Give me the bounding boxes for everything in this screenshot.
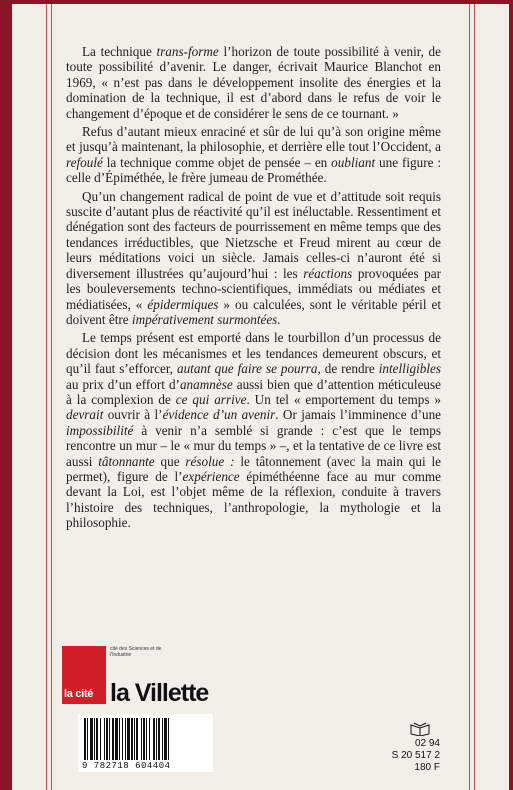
text-segment: épiméthéenne face au mur comme devant la Loi, est l’objet même de la réflexion, conduite à travers l’histoire des techniques, l’anthropologie, la mythologie et la philosophie.	[66, 468, 441, 531]
text-segment: expérience	[182, 468, 240, 484]
barcode-bar	[158, 718, 160, 760]
price-line-1: 02 94	[414, 738, 440, 749]
text-segment: Le temps présent est emporté dans le tourbillon d’un processus de décision dont les mécanismes et les tendances demeurent obscurs, et qu’il faut s’efforcer,	[66, 330, 441, 377]
paragraph-1	[66, 44, 441, 121]
text-segment: épidermiques	[147, 296, 219, 312]
right-margin-rule	[474, 4, 475, 790]
barcode-bar	[134, 718, 135, 760]
text-segment: La technique	[82, 44, 157, 59]
barcode-bar	[115, 718, 118, 760]
text-segment: le tâtonnement (avec la main qui le permet), figure de l’	[66, 453, 441, 484]
left-margin-rule	[46, 4, 47, 790]
barcode-bar	[104, 718, 105, 760]
barcode-bar	[127, 718, 130, 760]
text-segment: oubliant	[331, 154, 376, 170]
logo-lacite-text: la cité	[64, 688, 94, 700]
barcode-bar	[112, 718, 114, 760]
right-margin-rule-inner	[469, 4, 470, 790]
barcode-bar	[87, 718, 88, 760]
barcode-bar	[149, 718, 150, 760]
barcode-bar	[164, 718, 167, 760]
price-block	[368, 738, 440, 774]
barcode-bar	[146, 718, 147, 760]
text-segment: provoquées par les bouleversements techno-scientifiques, immédiats ou médiates et médiatisées, «	[66, 265, 441, 312]
text-segment: » ou calculées, sont le véritable péril et doivent être	[66, 296, 441, 327]
paragraph-4	[66, 330, 441, 530]
barcode-bar	[156, 718, 157, 760]
text-segment: aussi bien que d’attention méticuleuse à la complexion de	[66, 376, 441, 407]
barcode-bar	[125, 718, 126, 760]
barcode-bar	[131, 718, 133, 760]
text-segment: devrait	[66, 407, 104, 423]
book-icon	[410, 722, 430, 736]
barcode-bar	[84, 718, 86, 760]
text-segment: autant que faire se pourra	[176, 361, 318, 377]
price-line-3: 180 F	[414, 762, 440, 773]
text-segment: ce qui arrive	[175, 391, 247, 407]
barcode-bar	[100, 718, 101, 760]
text-segment: une figure : celle d’Épiméthée, le frère jumeau de Prométhée.	[66, 154, 441, 186]
text-segment: évidence d’un avenir	[162, 407, 276, 423]
text-segment: intelligibles	[378, 361, 441, 377]
barcode-bar	[136, 718, 138, 760]
barcode-bar	[143, 718, 145, 760]
barcode-bar	[122, 718, 123, 760]
barcode-bars	[84, 718, 206, 760]
text-segment: ouvrir à l’	[103, 407, 163, 423]
text-segment: trans-forme	[156, 44, 219, 59]
barcode-bar	[106, 718, 108, 760]
text-segment: , de rendre	[317, 361, 379, 377]
text-segment: tâtonnante	[98, 453, 155, 469]
barcode-bar	[90, 718, 93, 760]
paragraph-3	[66, 189, 441, 328]
barcode-bar	[109, 718, 110, 760]
text-segment: au prix d’un effort d’	[66, 376, 180, 392]
text-segment: impérativement surmontées.	[131, 311, 281, 327]
text-segment: Qu’un changement radical de point de vue et d’attitude soit requis suscite d’autant plus de réactivité qu’il est inéluctable. Ressentiment et dénégation sont des facteurs de pourrissement en même temps que des tendances irréductibles, que Nietzsche et Freud mirent au cœur de leurs méditations voici un siècle. Jamais celles-ci n’auront été si diversement illustrées qu’aujourd’hui : les	[66, 188, 441, 281]
left-margin-rule-inner	[51, 4, 52, 790]
text-segment: anamnèse	[179, 376, 233, 392]
text-segment: la technique comme objet de pensée – en	[102, 154, 332, 170]
barcode-number: 9 782718 604404	[82, 761, 171, 771]
text-segment: que	[154, 453, 186, 469]
text-segment: . Un tel « emportement du temps »	[246, 391, 442, 407]
price-line-2: S 20 517 2	[391, 750, 440, 761]
logo-small-text: cité des Sciences et de l'Industrie	[110, 646, 162, 658]
barcode-bar	[168, 718, 169, 760]
text-segment: Refus d’autant mieux enraciné et sûr de lui qu’à son origine même et jusqu’à maintenant, la philosophie, et derrière elle tout l’Occident, a	[66, 124, 441, 155]
paragraph-2	[66, 124, 441, 186]
back-cover-blurb	[66, 44, 441, 534]
barcode-bar	[141, 718, 142, 760]
text-segment: à venir n’a semblé si grande : c’est que le temps rencontre un mur – le « mur du temps » –, et la tentative de ce livre est aussi	[66, 422, 441, 469]
text-segment: résolue :	[185, 453, 235, 469]
barcode-bar	[96, 718, 98, 760]
text-segment: impossibilité	[66, 422, 134, 438]
text-segment: réactions	[303, 265, 353, 281]
barcode-bar	[119, 718, 120, 760]
text-segment: refoulé	[66, 154, 103, 170]
isbn-barcode	[78, 714, 213, 772]
text-segment: l’horizon de toute possibilité à venir, de toute possibilité d’avenir. Le danger, écrivait Maurice Blanchot en 1969, « n’est pas dans le développement insolite des énergies et la domination de la technique, il est d’abord dans le refus de voir le changement d’époque et de considérer le sens de ce tournant. »	[66, 44, 442, 121]
logo-villette-text: la Villette	[110, 679, 209, 707]
text-segment: . Or jamais l’imminence d’une	[275, 407, 442, 423]
barcode-bar	[153, 718, 155, 760]
barcode-bar	[94, 718, 95, 760]
barcode-bar	[162, 718, 163, 760]
publisher-logo	[62, 646, 292, 706]
